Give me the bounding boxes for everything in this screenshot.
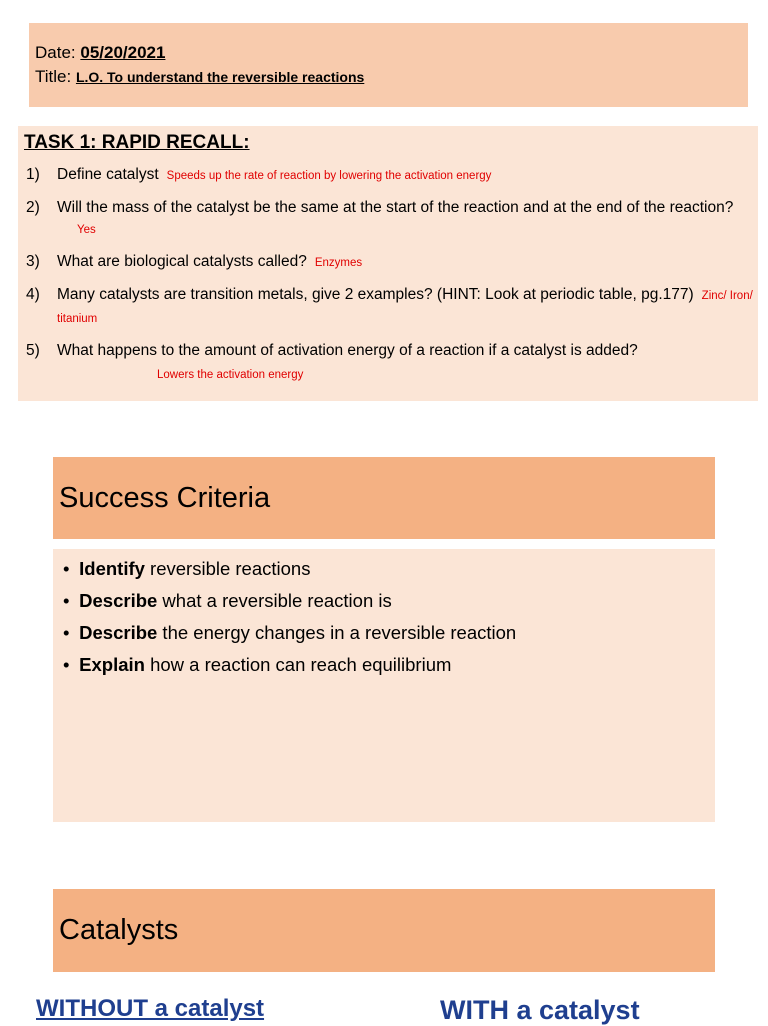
criteria-text: reversible reactions	[144, 558, 311, 579]
question-number: 2)	[26, 199, 40, 216]
question-item	[24, 197, 758, 241]
answer-text: Enzymes	[314, 257, 363, 269]
catalysts-header	[53, 889, 715, 972]
answer-text: Lowers the activation energy	[157, 369, 304, 381]
question-number: 5)	[26, 342, 40, 359]
list-item	[63, 617, 715, 649]
criteria-verb: Describe	[79, 590, 158, 611]
catalysts-title: Catalysts	[59, 914, 179, 946]
success-criteria-body	[53, 549, 715, 822]
success-criteria-header	[53, 457, 715, 539]
bullet-icon: •	[63, 622, 70, 643]
criteria-text: how a reaction can reach equilibrium	[144, 654, 452, 675]
criteria-verb: Identify	[79, 558, 145, 579]
question-text: Define catalyst	[57, 166, 159, 183]
task-rapid-recall	[18, 126, 758, 401]
answer-text: Yes	[77, 224, 96, 236]
criteria-text: the energy changes in a reversible reaction	[157, 622, 517, 643]
bullet-icon: •	[63, 654, 70, 675]
list-item	[63, 553, 715, 585]
answer-text: Zinc/ Iron/ titanium	[57, 290, 753, 325]
question-item	[24, 284, 758, 330]
success-criteria-title: Success Criteria	[59, 482, 271, 514]
question-number: 4)	[26, 286, 40, 303]
answer-text: Speeds up the rate of reaction by lowering the activation energy	[166, 170, 492, 182]
lesson-header	[29, 23, 748, 107]
without-catalyst-heading: WITHOUT a catalyst	[36, 995, 265, 1022]
list-item	[63, 649, 715, 681]
title-line	[35, 65, 748, 89]
title-label: Title:	[35, 67, 76, 86]
success-criteria-list	[63, 553, 715, 681]
title-value: L.O. To understand the reversible reactions	[75, 69, 365, 85]
bullet-icon: •	[63, 590, 70, 611]
question-item	[24, 251, 758, 274]
with-catalyst-heading: WITH a catalyst	[440, 995, 640, 1025]
date-line	[35, 41, 748, 65]
criteria-verb: Explain	[79, 654, 145, 675]
question-number: 3)	[26, 253, 40, 270]
question-text: What happens to the amount of activation energy of a reaction if a catalyst is added?	[57, 342, 638, 359]
bullet-icon: •	[63, 558, 70, 579]
criteria-text: what a reversible reaction is	[157, 590, 392, 611]
task-heading: TASK 1: RAPID RECALL:	[24, 132, 250, 153]
date-label: Date:	[35, 43, 81, 62]
question-item	[24, 164, 758, 187]
list-item	[63, 585, 715, 617]
question-item	[24, 340, 758, 386]
question-text: Many catalysts are transition metals, give 2 examples? (HINT: Look at periodic table, pg.177)	[57, 286, 694, 303]
criteria-verb: Describe	[79, 622, 158, 643]
question-number: 1)	[26, 166, 40, 183]
date-value: 05/20/2021	[80, 43, 166, 62]
question-text: What are biological catalysts called?	[57, 253, 307, 270]
question-text: Will the mass of the catalyst be the same at the start of the reaction and at the end of the reaction?	[57, 199, 734, 216]
